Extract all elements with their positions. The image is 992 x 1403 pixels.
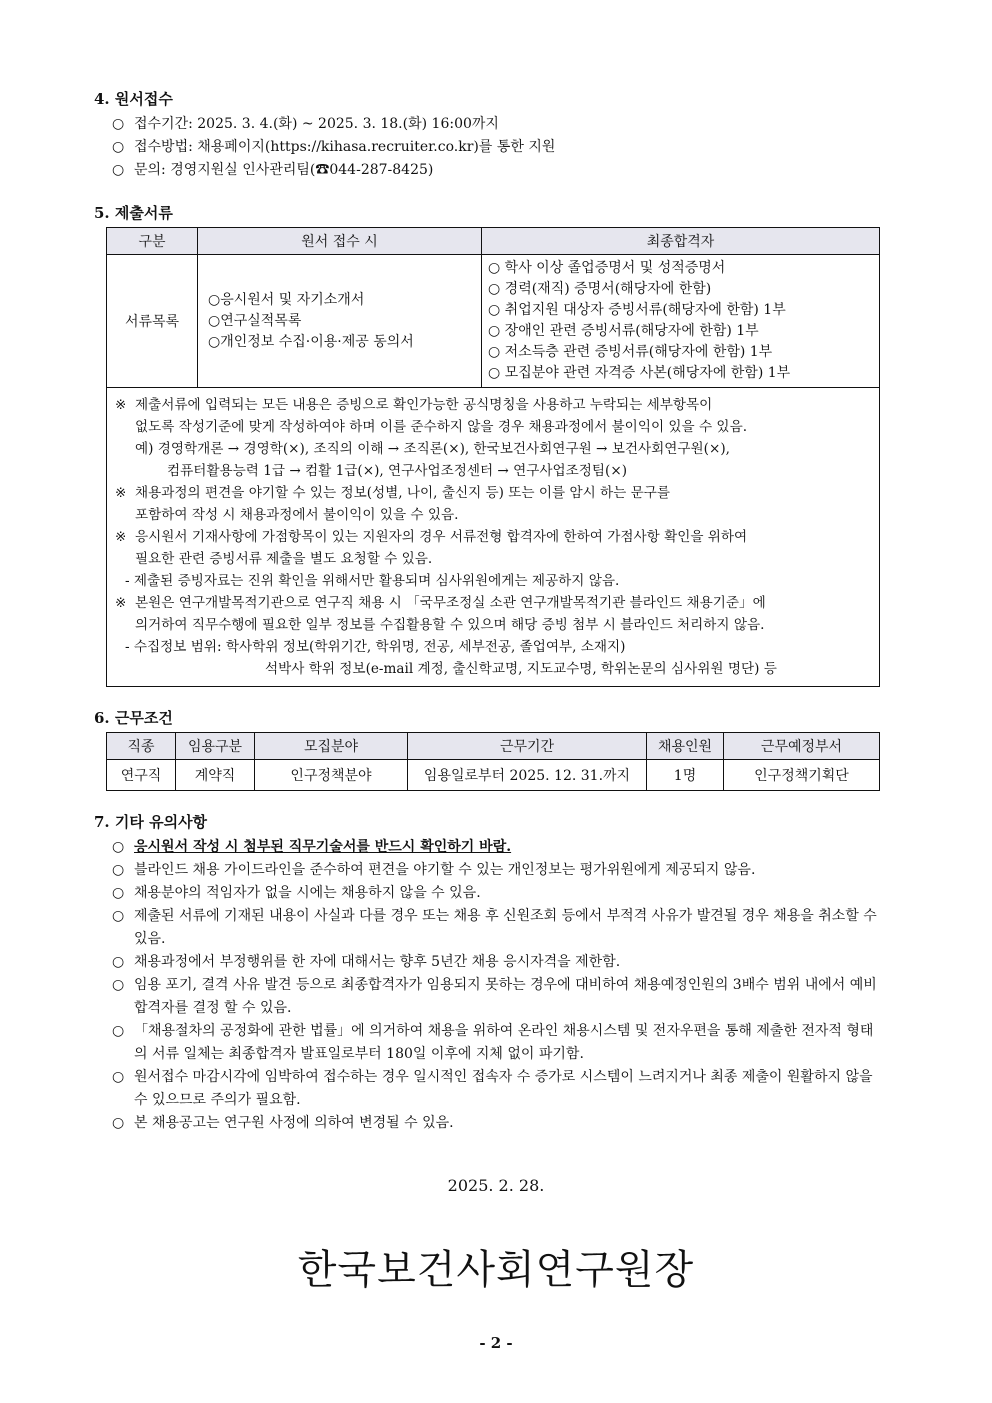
table-header: [107, 733, 880, 760]
list-item: ○ 채용분야의 적임자가 없을 시에는 채용하지 않을 수 있음.: [112, 885, 481, 901]
final-docs-cell: ○ 학사 이상 졸업증명서 및 성적증명서 ○ 경력(재직) 증명서(해당자에 한함) ○ 취업지원 대상자 증빙서류(해당자에 한함) 1부 ○ 장애인 관련 증빙서류(해당자에 한함) 1부 ○ 저소득층 관련 증빙서류(해당자에 한함) 1부 ○ 모집분야 관련 자격증 사본(해당자에 한함) 1부: [482, 255, 880, 388]
header-cell: 직종: [107, 733, 176, 760]
documents-table: [106, 227, 880, 687]
table-cell: 인구정책기획단: [724, 760, 880, 791]
list-item: ○ 제출된 서류에 기재된 내용이 사실과 다를 경우 또는 채용 후 신원조회 등에서 부적격 사유가 발견될 경우 채용을 취소할 수 있음.: [112, 908, 877, 947]
section-application: [94, 88, 884, 182]
page-number: - 2 -: [479, 1334, 513, 1352]
header-cell: 구분: [107, 228, 198, 255]
section-title: 6. 근무조건: [94, 709, 173, 727]
header-cell: 채용인원: [647, 733, 724, 760]
apply-docs-cell: ○응시원서 및 자기소개서 ○연구실적목록 ○개인정보 수집·이용·제공 동의서: [198, 255, 482, 388]
list-item: ○ 원서접수 마감시각에 임박하여 접수하는 경우 일시적인 접속자 수 증가로 시스템이 느려지거나 최종 제출이 원활하지 않을 수 있으므로 주의가 필요함.: [112, 1069, 873, 1108]
header-cell: 최종합격자: [482, 228, 880, 255]
notes-row: [107, 388, 880, 687]
table-header: [107, 228, 880, 255]
header-cell: 원서 접수 시: [198, 228, 482, 255]
document-body: [94, 88, 884, 1155]
announcement-date: 2025. 2. 28.: [447, 1176, 545, 1195]
section-title: 7. 기타 유의사항: [94, 813, 208, 831]
list-item: ○ 접수방법: 채용페이지(https://kihasa.recruiter.co.kr)를 통한 지원: [112, 139, 556, 155]
table-cell: 계약직: [176, 760, 255, 791]
section-conditions: [94, 707, 884, 791]
section-title: 4. 원서접수: [94, 90, 173, 108]
section-notes: [94, 811, 884, 1135]
table-cell: 인구정책분야: [255, 760, 408, 791]
table-row: [107, 255, 880, 388]
list-item: ○ 임용 포기, 결격 사유 발견 등으로 최종합격자가 임용되지 못하는 경우에 대비하여 채용예정인원의 3배수 범위 내에서 예비 합격자를 결정 할 수 있음.: [112, 977, 877, 1016]
list-item: ○ 채용과정에서 부정행위를 한 자에 대해서는 향후 5년간 채용 응시자격을 제한함.: [112, 954, 621, 970]
list-item: ○ 접수기간: 2025. 3. 4.(화) ~ 2025. 3. 18.(화) 16:00까지: [112, 116, 499, 132]
header-cell: 근무기간: [408, 733, 647, 760]
notes-cell: ※ 제출서류에 입력되는 모든 내용은 증빙으로 확인가능한 공식명칭을 사용하고 누락되는 세부항목이 없도록 작성기준에 맞게 작성하여야 하며 이를 준수하지 않을 경우 채용과정에서 불이익이 있을 수 있음. 예) 경영학개론 → 경영학(×), 조직의 이해 → 조직론(×), 한국보건사회연구원 → 보건사회연구원(×), 컴퓨터활용능력 1급 → 컴활 1급(×), 연구사업조정센터 → 연구사업조정팀(×) ※ 채용과정의 편견을 야기할 수 있는 정보(성별, 나이, 출신지 등) 또는 이를 암시 하는 문구를 포함하여 작성 시 채용과정에서 불이익이 있을 수 있음. ※ 응시원서 기재사항에 가점항목이 있는 지원자의 경우 서류전형 합격자에 한하여 가점사항 확인을 위하여 필요한 관련 증빙서류 제출을 별도 요청할 수 있음. - 제출된 증빙자료는 진위 확인을 위해서만 활용되며 심사위원에게는 제공하지 않음. ※ 본원은 연구개발목적기관으로 연구직 채용 시 「국무조정실 소관 연구개발목적기관 블라인드 채용기준」에 의거하여 직무수행에 필요한 일부 정보를 수집활용할 수 있으며 해당 증빙 첨부 시 블라인드 처리하지 않음. - 수집정보 범위: 학사학위 정보(학위기간, 학위명, 전공, 세부전공, 졸업여부, 소재지) 석박사 학위 정보(e-mail 계정, 출신학교명, 지도교수명, 학위논문의 심사위원 명단) 등: [107, 388, 880, 687]
list-item: ○ 문의: 경영지원실 인사관리팀(☎044-287-8425): [112, 162, 434, 178]
section-documents: [94, 202, 884, 687]
section-title: 5. 제출서류: [94, 204, 173, 222]
table-cell: 임용일로부터 2025. 12. 31.까지: [408, 760, 647, 791]
list-item: ○ 응시원서 작성 시 첨부된 직무기술서를 반드시 확인하기 바람.: [112, 839, 512, 855]
list-item: ○ 블라인드 채용 가이드라인을 준수하여 편견을 야기할 수 있는 개인정보는 평가위원에게 제공되지 않음.: [112, 862, 756, 878]
row-label: 서류목록: [107, 255, 198, 388]
table-row: [107, 760, 880, 791]
list-item: ○ 「채용절차의 공정화에 관한 법률」에 의거하여 채용을 위하여 온라인 채용시스템 및 전자우편을 통해 제출한 전자적 형태의 서류 일체는 최종합격자 발표일로부터 180일 이후에 지체 없이 파기함.: [112, 1023, 874, 1062]
header-cell: 모집분야: [255, 733, 408, 760]
list-item: ○ 본 채용공고는 연구원 사정에 의하여 변경될 수 있음.: [112, 1115, 454, 1131]
header-cell: 임용구분: [176, 733, 255, 760]
header-cell: 근무예정부서: [724, 733, 880, 760]
conditions-table: [106, 732, 880, 791]
table-cell: 1명: [647, 760, 724, 791]
signature: 한국보건사회연구원장: [297, 1247, 695, 1293]
table-cell: 연구직: [107, 760, 176, 791]
